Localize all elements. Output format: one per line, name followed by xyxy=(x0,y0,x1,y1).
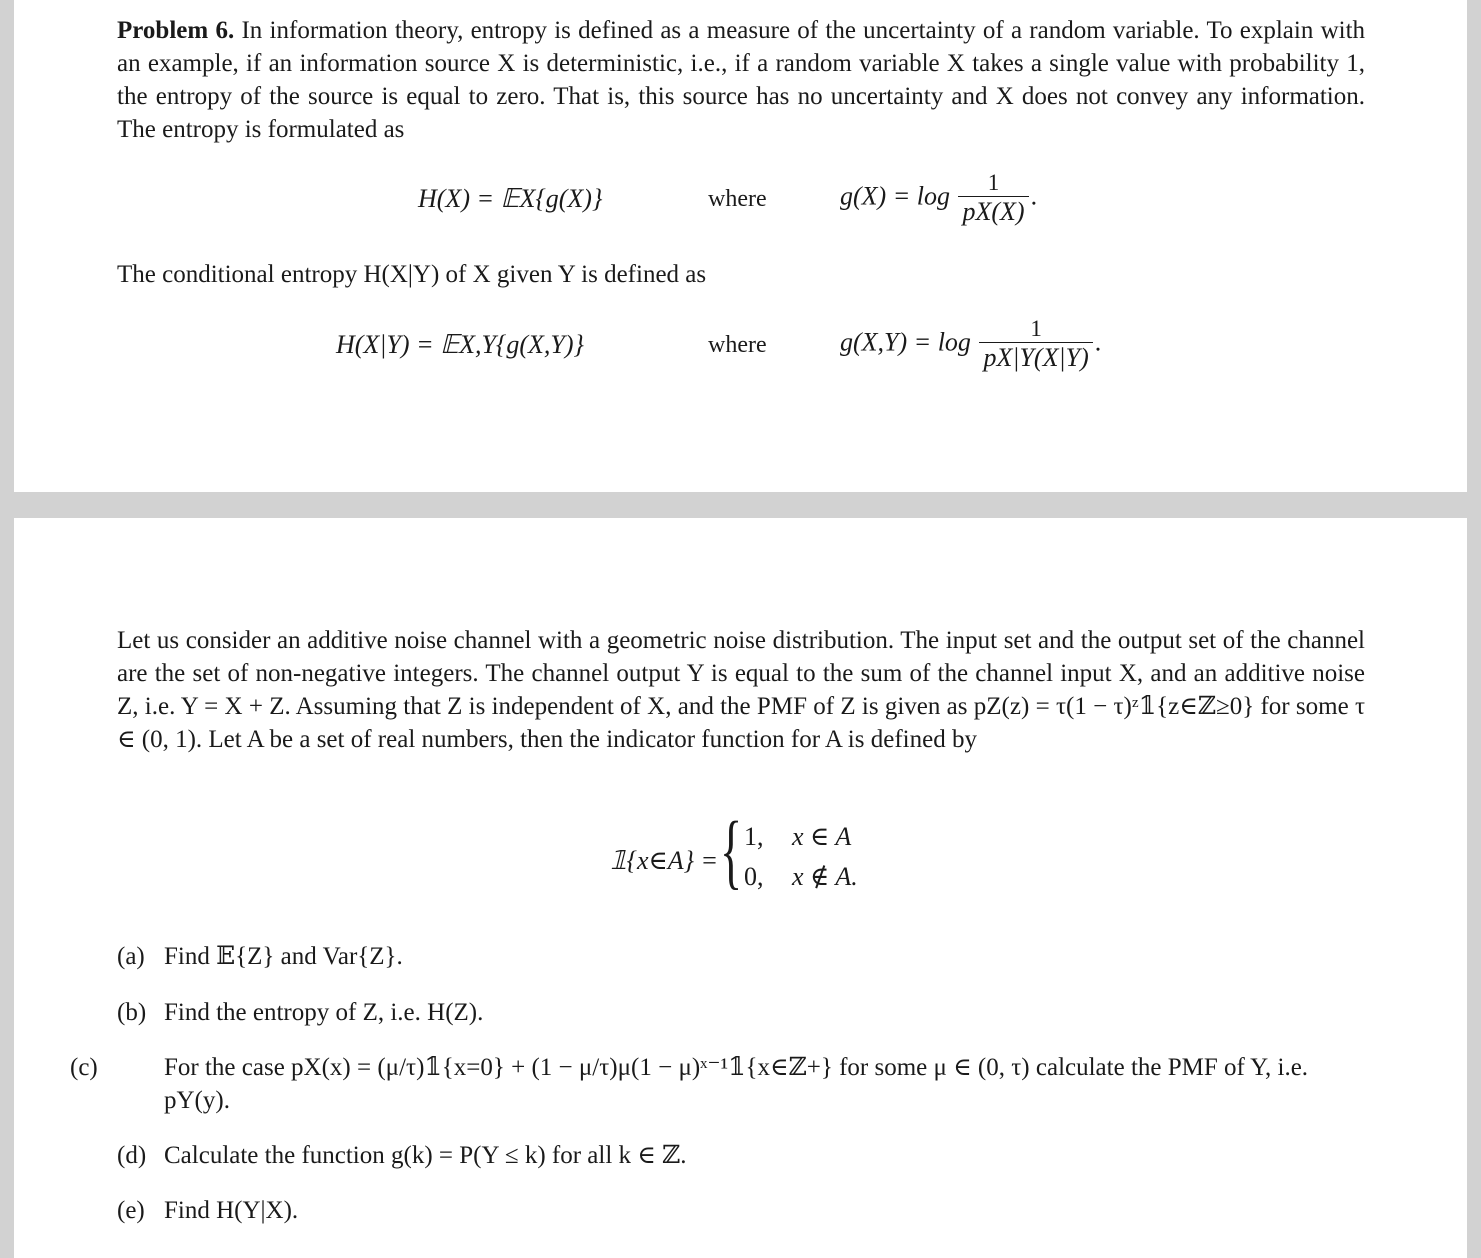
item-label: (c) xyxy=(70,1054,98,1081)
cond-equation-right: g(X,Y) = log $\frac{1}{pX|Y(X|Y)}$ . xyxy=(840,316,1102,372)
cond-expectation: H(X|Y) = 𝔼X,Y{g(X,Y)} xyxy=(336,330,584,359)
g-xy-definition: g(X,Y) = log xyxy=(840,327,971,357)
indicator-definition xyxy=(610,805,930,902)
problem-intro xyxy=(117,14,1365,146)
case-2-value: 0, xyxy=(744,862,764,891)
item-text: Find 𝔼{Z} and Var{Z}. xyxy=(164,943,403,970)
fraction-denominator: pX|Y(X|Y) xyxy=(979,342,1092,373)
left-brace: { xyxy=(720,805,743,898)
conditional-entropy-text: The conditional entropy H(X|Y) of X given Y is defined as xyxy=(117,261,707,288)
item-text: Calculate the function g(k) = P(Y ≤ k) for all k ∈ ℤ. xyxy=(164,1142,687,1169)
fraction-denominator: pX(X) xyxy=(958,196,1028,227)
case-1-condition: x ∈ A xyxy=(792,822,852,851)
page-2 xyxy=(14,518,1467,1258)
cond-where: where xyxy=(708,332,767,358)
item-text: For the case pX(x) = (μ/τ)𝟙{x=0} + (1 − μ/τ)μ(1 − μ)ˣ⁻¹𝟙{x∈ℤ+} for some μ ∈ (0, τ) calculate the PMF of Y, i.e. pY(y). xyxy=(164,1054,1309,1114)
list-item xyxy=(117,1139,1367,1172)
item-label: (a) xyxy=(117,943,145,970)
cond-fraction xyxy=(979,316,1092,373)
g-definition: g(X) = log xyxy=(840,181,950,211)
list-item xyxy=(117,940,1367,973)
list-item xyxy=(117,996,1367,1029)
case-1-value: 1, xyxy=(744,822,764,851)
problem-label: Problem 6. xyxy=(117,17,235,44)
cond-equation-left xyxy=(336,330,584,360)
channel-intro: Let us consider an additive noise channel with a geometric noise distribution. The input set and the output set of the channel are the set of non-negative integers. The channel output Y is equal to the sum of the channel input X, and an additive noise Z, i.e. Y = X + Z. Assuming that Z is independent of X, and the PMF of Z is given as pZ(z) = τ(1 − τ)ᶻ𝟙{z∈ℤ≥0} for some τ ∈ (0, 1). Let A be a set of real numbers, then the indicator function for A is defined by xyxy=(117,627,1365,753)
list-item xyxy=(117,1194,1367,1227)
entropy-where: where xyxy=(708,186,767,212)
fraction-numerator: 1 xyxy=(1030,316,1042,341)
case-2-condition: x ∉ A. xyxy=(792,862,858,891)
indicator-lhs: 𝟙{x∈A} = xyxy=(610,846,719,875)
entropy-equation-left xyxy=(418,184,602,214)
fraction-numerator: 1 xyxy=(987,170,1000,195)
entropy-equation-right: g(X) = log $\frac{1}{pX(X)}$ . xyxy=(840,170,1038,226)
problem-intro-text: In information theory, entropy is defined as a measure of the uncertainty of a random variable. To explain with an example, if an information source X is deterministic, i.e., if a random variable X takes a single value with probability 1, the entropy of the source is equal to zero. That is, this source has no uncertainty and X does not convey any information. The entropy is formulated as xyxy=(117,17,1366,143)
item-label: (e) xyxy=(117,1197,145,1224)
entropy-fraction xyxy=(958,170,1028,227)
item-label: (b) xyxy=(117,999,147,1026)
item-text: Find the entropy of Z, i.e. H(Z). xyxy=(164,999,484,1026)
entropy-expectation: H(X) = 𝔼X{g(X)} xyxy=(418,184,603,213)
list-item xyxy=(70,1051,1367,1117)
item-label: (d) xyxy=(117,1142,147,1169)
item-text: Find H(Y|X). xyxy=(164,1197,299,1224)
page-1 xyxy=(14,0,1467,492)
